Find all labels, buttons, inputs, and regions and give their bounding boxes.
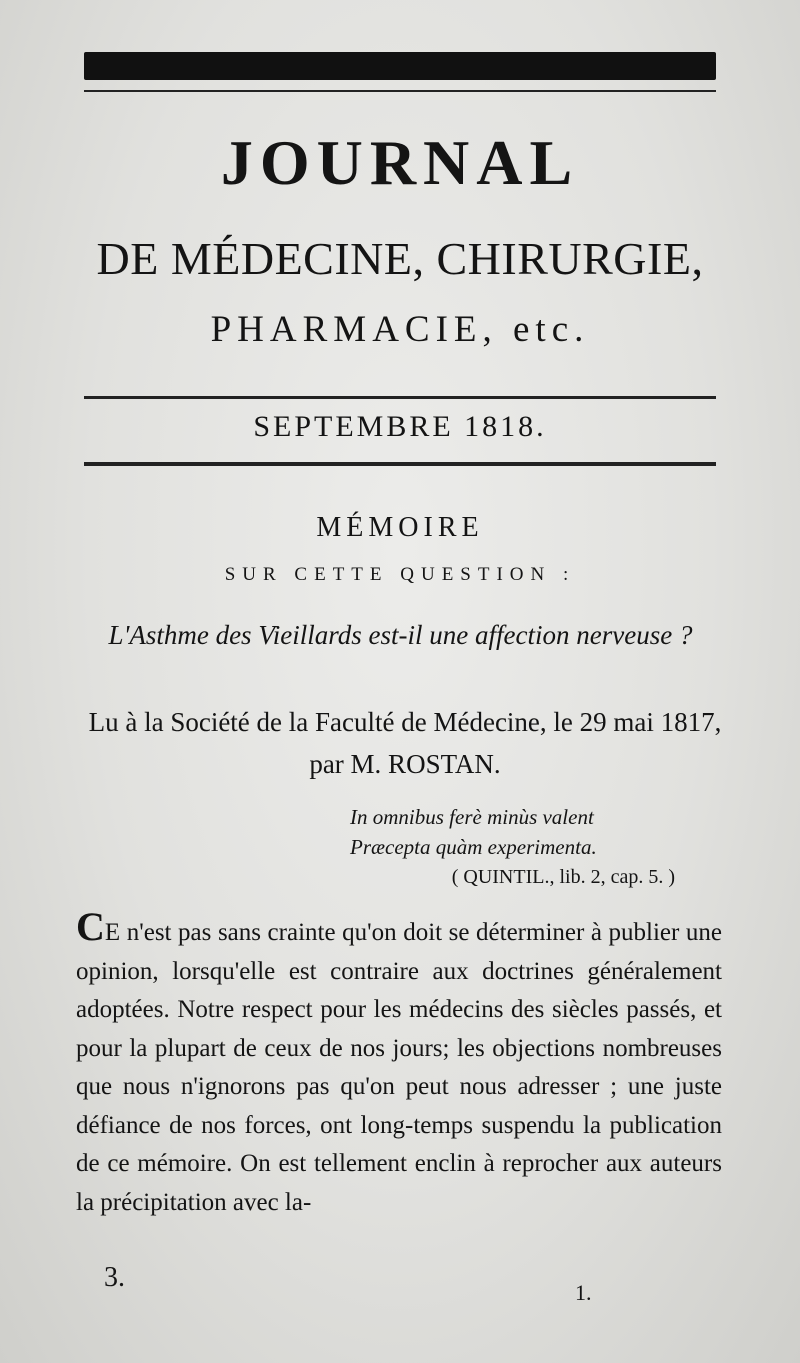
drop-cap: C (76, 904, 105, 949)
top-thin-rule (84, 90, 716, 92)
epigraph-line-1: In omnibus ferè minùs valent (350, 805, 594, 829)
epigraph-line-2: Præcepta quàm experimenta. (350, 835, 597, 859)
article-body (76, 904, 722, 1222)
top-thick-rule (84, 52, 716, 80)
article-heading: MÉMOIRE (316, 512, 484, 543)
journal-subtitle-line2: PHARMACIE, etc. (210, 309, 590, 350)
epigraph-citation: ( QUINTIL., lib. 2, cap. 5. ) (451, 866, 675, 888)
article-question: L'Asthme des Vieillards est-il une affection nerveuse ? (108, 620, 693, 650)
body-text: E n'est pas sans crainte qu'on doit se déterminer à publier une opinion, lorsqu'elle est contraire aux doctrines généralement adoptées. Notre respect pour les médecins des siècles passés, et pour la plupart de ceux de nos jours; les objections nombreuses que nous n'ignorons pas qu'on peut nous adresser ; une juste défiance de nos forces, ont long-temps suspendu la publication de ce mémoire. On est tellement enclin à reprocher aux auteurs la précipitation avec la- (76, 919, 722, 1216)
read-at-society-line: Lu à la Société de la Faculté de Médecine, le 29 mai 1817, par M. ROSTAN. (88, 707, 722, 779)
issue-date: SEPTEMBRE 1818. (253, 410, 547, 443)
epigraph (350, 802, 680, 892)
signature-mark: 3. (104, 1262, 125, 1293)
sheet-number: 1. (575, 1280, 592, 1305)
date-bottom-rule (84, 462, 716, 466)
journal-title: JOURNAL (220, 127, 580, 198)
date-top-rule (84, 396, 716, 399)
article-subheading: SUR CETTE QUESTION : (224, 564, 576, 585)
journal-subtitle-line1: DE MÉDECINE, CHIRURGIE, (96, 233, 704, 284)
